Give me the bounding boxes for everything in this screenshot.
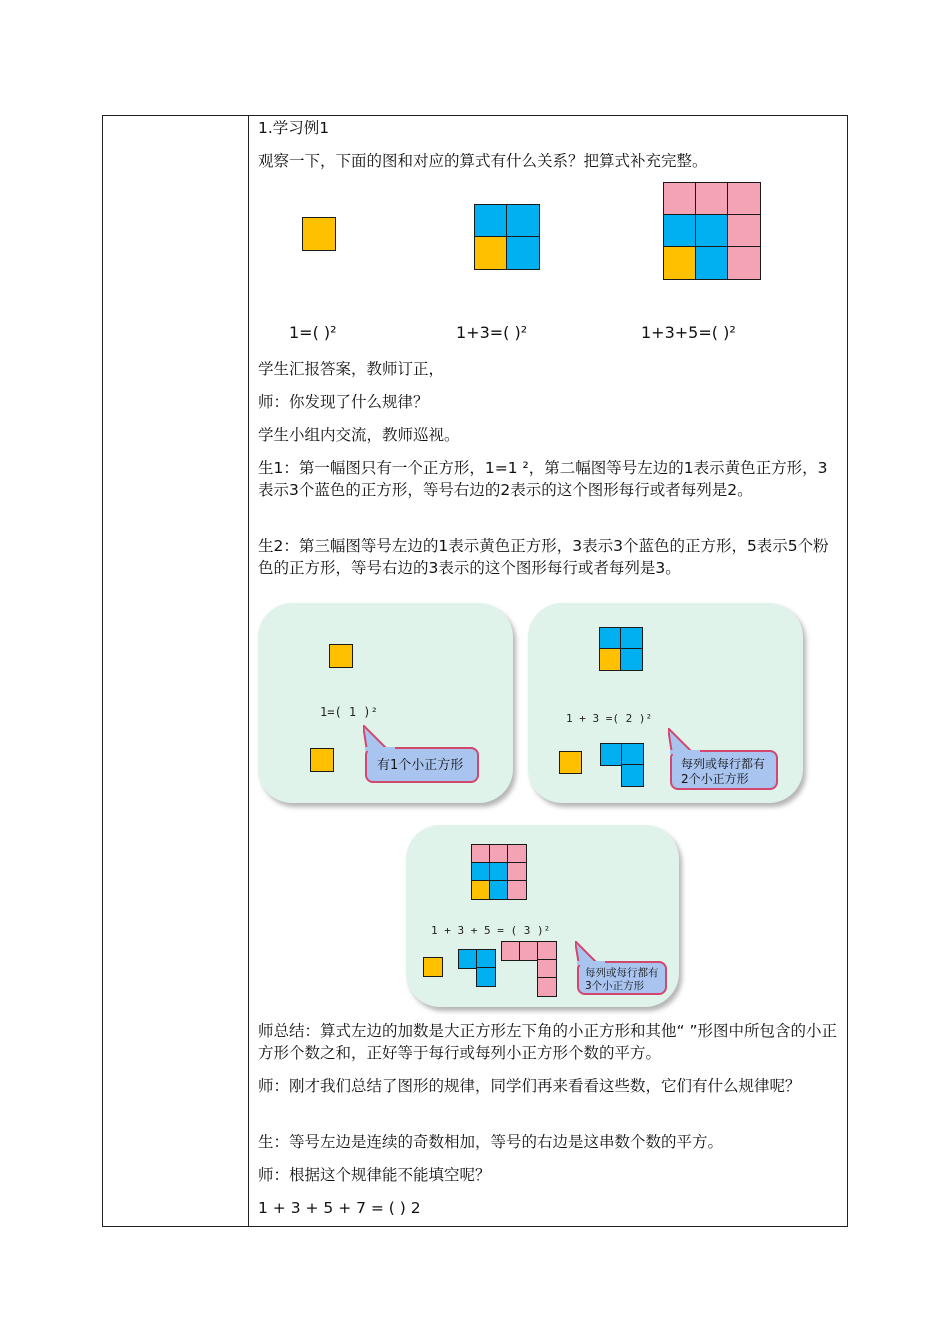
yellow-square — [599, 648, 622, 671]
paragraph: 生2：第三幅图等号左边的1表示黄色正方形，3表示3个蓝色的正方形，5表示5个粉色的正方形，等号右边的3表示的这个图形每行或者每列是3。 — [258, 537, 829, 577]
panel-equation: 1 + 3 + 5 = ( 3 )² — [431, 924, 551, 937]
paragraph: 师：你发现了什么规律？ — [258, 393, 429, 411]
blue-square — [506, 204, 540, 238]
blue-square — [621, 764, 644, 787]
equation-1: 1=( )² — [289, 323, 337, 342]
illustration-panel-3 — [406, 825, 679, 1007]
pink-square — [507, 880, 527, 900]
blue-square — [600, 743, 623, 766]
pink-square — [663, 182, 697, 216]
yellow-square — [474, 236, 508, 270]
blue-square — [476, 967, 496, 987]
pink-square — [537, 941, 557, 961]
table-left-cell — [102, 115, 249, 1227]
pink-square — [727, 182, 761, 216]
pink-square — [537, 959, 557, 979]
blue-square — [489, 862, 509, 882]
callout-text-line-1: 每列或每行都有 — [585, 967, 659, 979]
yellow-square — [302, 217, 336, 251]
panel-equation: 1=( 1 )² — [320, 705, 378, 719]
pink-square — [519, 941, 539, 961]
yellow-square — [559, 751, 582, 774]
paragraph: 1 + 3 + 5 + 7 = ( ) 2 — [258, 1199, 421, 1217]
pink-square — [501, 941, 521, 961]
pink-square — [695, 182, 729, 216]
callout-text-line-1: 每列或每行都有 — [681, 757, 766, 771]
yellow-square — [310, 748, 334, 772]
callout-bubble — [577, 961, 667, 995]
callout-text-line-2: 3个小正方形 — [585, 980, 645, 992]
blue-square — [663, 214, 697, 248]
blue-square — [471, 862, 491, 882]
blue-square — [506, 236, 540, 270]
blue-square — [474, 204, 508, 238]
pink-square — [727, 246, 761, 280]
illustration-panel-2 — [528, 603, 803, 803]
paragraph: 学生小组内交流，教师巡视。 — [258, 426, 460, 444]
blue-square — [620, 648, 643, 671]
pink-square — [537, 977, 557, 997]
pink-square — [471, 844, 491, 864]
paragraph: 师：刚才我们总结了图形的规律，同学们再来看看这些数，它们有什么规律呢？ — [258, 1077, 801, 1095]
blue-square — [695, 214, 729, 248]
equation-3: 1+3+5=( )² — [641, 323, 736, 342]
blue-square — [599, 627, 622, 650]
callout-bubble — [670, 750, 778, 790]
paragraph: 学生汇报答案，教师订正， — [258, 360, 445, 378]
paragraph: 师总结：算式左边的加数是大正方形左下角的小正方形和其他“ ”形图中所包含的小正方形个数之和，正好等于每行或每列小正方形个数的平方。 — [258, 1022, 837, 1062]
yellow-square — [663, 246, 697, 280]
pink-square — [507, 844, 527, 864]
pink-square — [507, 862, 527, 882]
yellow-square — [329, 644, 353, 668]
blue-square — [476, 949, 496, 969]
prompt-text: 观察一下，下面的图和对应的算式有什么关系？把算式补充完整。 — [258, 152, 708, 170]
callout-text-line-2: 2个小正方形 — [681, 772, 749, 786]
callout-text: 有1个小正方形 — [377, 758, 464, 773]
paragraph: 师：根据这个规律能不能填空呢？ — [258, 1166, 491, 1184]
callout-bubble — [365, 747, 479, 783]
pink-square — [727, 214, 761, 248]
section-title: 1.学习例1 — [258, 119, 330, 137]
paragraph: 生：等号左边是连续的奇数相加，等号的右边是这串数个数的平方。 — [258, 1133, 724, 1151]
pink-square — [489, 844, 509, 864]
panel-equation: 1 + 3 =( 2 )² — [566, 712, 653, 725]
blue-square — [695, 246, 729, 280]
illustration-panel-1 — [258, 603, 513, 803]
yellow-square — [471, 880, 491, 900]
blue-square — [621, 743, 644, 766]
paragraph: 生1：第一幅图只有一个正方形，1=1 ²，第二幅图等号左边的1表示黄色正方形，3表示3个蓝色的正方形，等号右边的2表示的这个图形每行或者每列是2。 — [258, 459, 828, 499]
blue-square — [458, 949, 478, 969]
equation-2: 1+3=( )² — [456, 323, 528, 342]
blue-square — [620, 627, 643, 650]
blue-square — [489, 880, 509, 900]
yellow-square — [423, 957, 443, 977]
